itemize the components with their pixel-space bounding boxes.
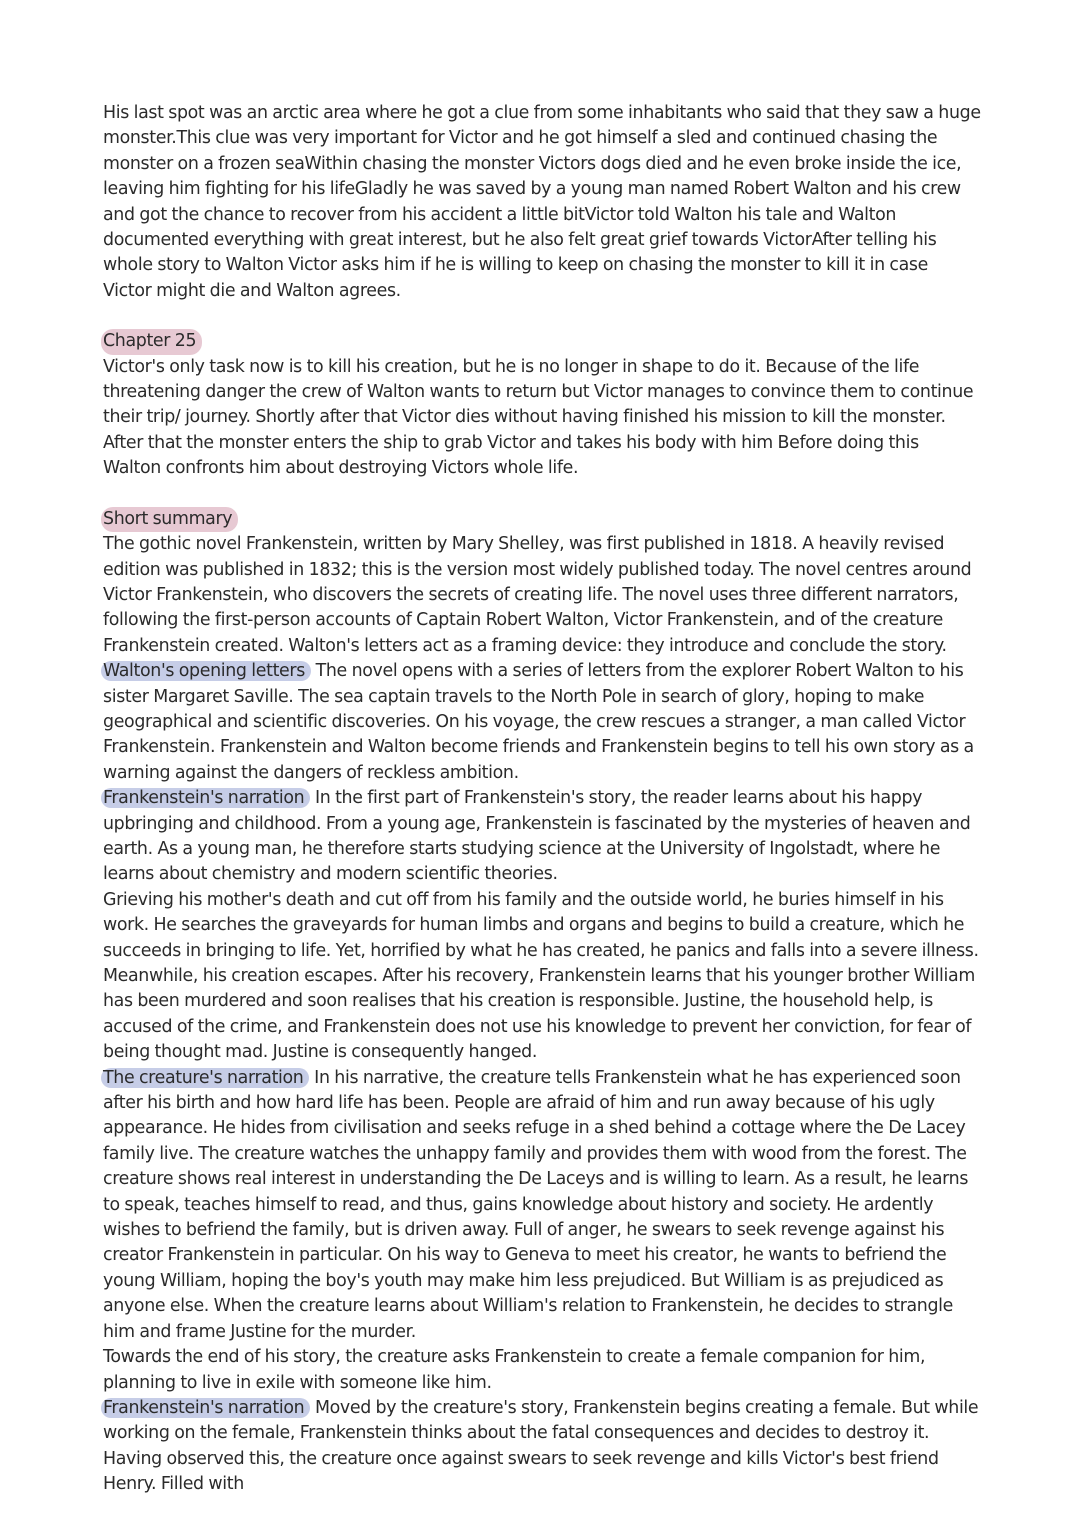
walton-letters-text: The novel opens with a series of letters from the explorer Robert Walton to his sister Margaret Saville. The sea captain travels to the North Pole in search of glory, hoping to make geographical and scientific discoveries. On his voyage, the crew rescues a stranger, a man called Victor Frankenstein. Frankenstein and Walton become friends and Frankenstein begins to tell his own story as a warning against the dangers of reckless ambition. [103,661,974,783]
frankenstein-narration-paragraph-2 [103,1396,981,1498]
frankenstein-narration-text-2: Moved by the creature's story, Frankenstein begins creating a female. But while working on the female, Frankenstein thinks about the fatal consequences and decides to destroy it. Having observed this, the creature once against swears to seek revenge and kills Victor's best friend Henry. Filled with [103,1397,979,1495]
creature-narration-text: In his narrative, the creature tells Frankenstein what he has experienced soon after his birth and how hard life has been. People are afraid of him and run away because of his ugly appearance. He hides from civilisation and seeks refuge in a shed behind a cottage where the De Lacey family live. The creature watches the unhappy family and provides them with wood from the forest. The creature shows real interest in understanding the De Laceys and is willing to learn. As a result, he learns to speak, teaches himself to read, and thus, gains knowledge about history and society. He ardently wishes to befriend the family, but is driven away. Full of anger, he swears to seek revenge against his creator Frankenstein in particular. On his way to Geneva to meet his creator, he wants to befriend the young William, hoping the boy's youth may make him less prejudiced. But William is as prejudiced as anyone else. When the creature learns about William's relation to Frankenstein, he decides to strangle him and frame Justine for the murder. [103,1067,969,1342]
towards-end-paragraph: Towards the end of his story, the creature asks Frankenstein to create a female companion for him, planning to live in exile with someone like him. [103,1347,926,1393]
chapter-25-paragraph: Victor's only task now is to kill his creation, but he is no longer in shape to do it. Because of the life threatening danger the crew of Walton wants to return but Victor manages to convince them to continue their trip/ journey. Shortly after that Victor dies without having finished his mission to kill the monster. After that the monster enters the ship to grab Victor and takes his body with him Before doing this Walton confronts him about destroying Victors whole life. [103,356,974,479]
chapter-25-heading-row [103,329,981,354]
frankenstein-narration-paragraph-1 [103,786,981,888]
grieving-paragraph: Grieving his mother's death and cut off from his family and the outside world, he buries himself in his work. He searches the graveyards for human limbs and organs and begins to build a creature, which he succeeds in bringing to life. Yet, horrified by what he has created, he panics and falls into a severe illness. Meanwhile, his creation escapes. After his recovery, Frankenstein learns that his younger brother William has been murdered and soon realises that his creation is responsible. Justine, the household help, is accused of the crime, and Frankenstein does not use his knowledge to prevent her conviction, for fear of being thought mad. Justine is consequently hanged. [103,889,979,1063]
document-page [103,101,981,1498]
short-summary-heading: Short summary [101,507,238,532]
intro-paragraph: His last spot was an arctic area where he got a clue from some inhabitants who said that they saw a huge monster.This clue was very important for Victor and he got himself a sled and continued chasing the monster on a frozen seaWithin chasing the monster Victors dogs died and he even broke inside the ice, leaving him fighting for his lifeGladly he was saved by a young man named Robert Walton and his crew and got the chance to recover from his accident a little bitVictor told Walton his tale and Walton documented everything with great interest, but he also felt great grief towards VictorAfter telling his whole story to Walton Victor asks him if he is willing to keep on chasing the monster to kill it in case Victor might die and Walton agrees. [103,103,981,301]
summary-intro-paragraph: The gothic novel Frankenstein, written by Mary Shelley, was first published in 1818. A heavily revised edition was published in 1832; this is the version most widely published today. The novel centres around Victor Frankenstein, who discovers the secrets of creating life. The novel uses three different narrators, following the first-person accounts of Captain Robert Walton, Victor Frankenstein, and of the creature Frankenstein created. Walton's letters act as a framing device: they introduce and conclude the story. [103,534,972,656]
creature-narration-label: The creature's narration [101,1068,309,1088]
spacer [103,304,981,329]
creature-narration-paragraph [103,1066,981,1345]
frankenstein-narration-label-2: Frankenstein's narration [101,1398,310,1418]
frankenstein-narration-label-1: Frankenstein's narration [101,788,310,808]
frankenstein-narration-text-1: In the first part of Frankenstein's story, the reader learns about his happy upbringing and childhood. From a young age, Frankenstein is fascinated by the mysteries of heaven and earth. As a young man, he therefore starts studying science at the University of Ingolstadt, where he learns about chemistry and modern scientific theories. [103,788,971,885]
short-summary-heading-row [103,507,981,532]
spacer [103,482,981,507]
walton-letters-label: Walton's opening letters [101,661,311,681]
chapter-25-heading: Chapter 25 [101,329,202,354]
walton-letters-paragraph [103,659,981,786]
